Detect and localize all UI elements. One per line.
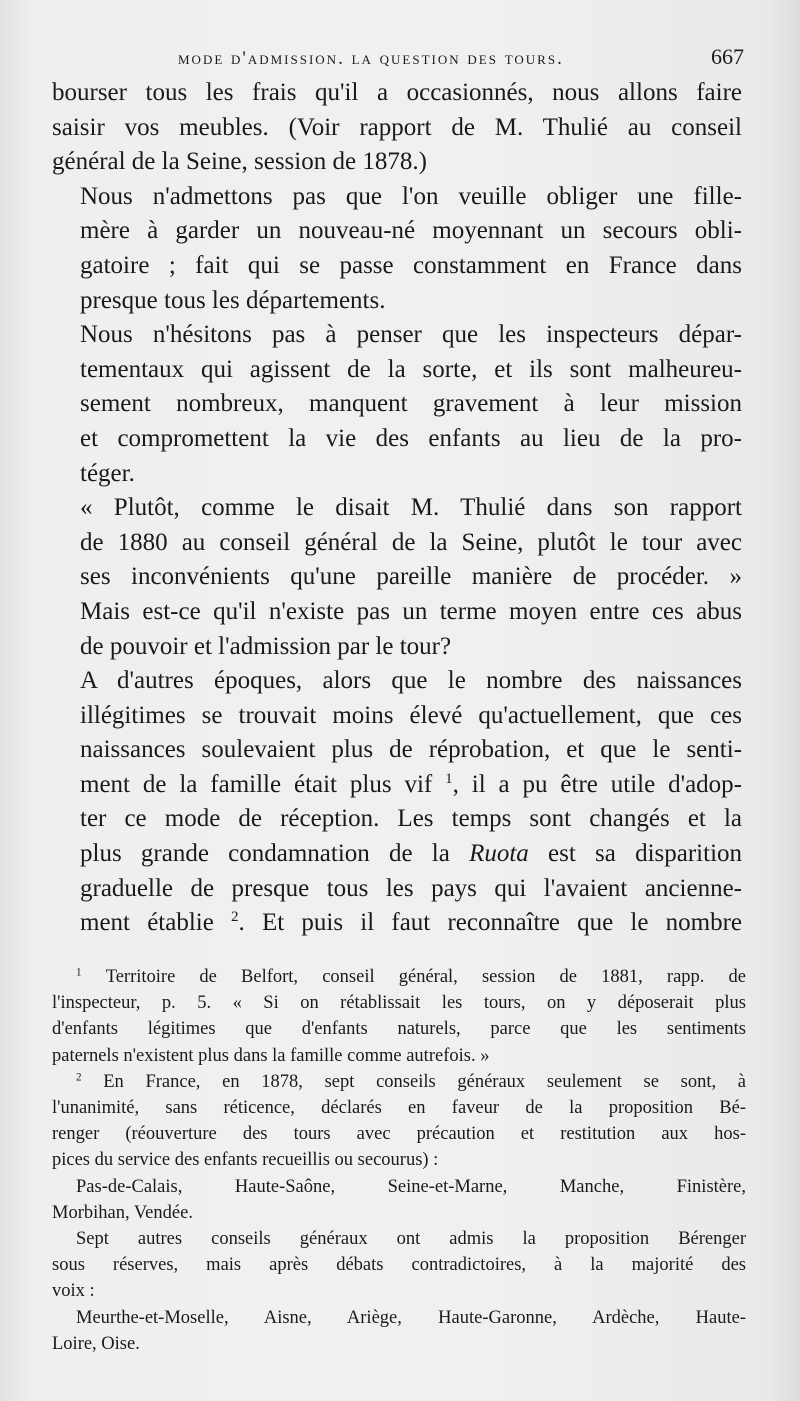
text-line: Nous n'hésitons pas à penser que les inspecteurs dépar- (80, 321, 742, 349)
text-line: général de la Seine, session de 1878.) (52, 148, 427, 176)
footnote-line: Meurthe-et-Moselle, Aisne, Ariège, Haute-Garonne, Ardèche, Haute- (76, 1307, 746, 1328)
text-segment: En France, en 1878, sept conseils généraux seulement se sont, à (103, 1071, 746, 1092)
text-line: gatoire ; fait qui se passe constamment en France dans (80, 251, 742, 279)
text-line: sement nombreux, manquent gravement à leur mission (80, 390, 742, 418)
footnote-line: Sept autres conseils généraux ont admis la proposition Bérenger (76, 1229, 746, 1250)
text-segment: Territoire de Belfort, conseil général, session de 1881, rapp. de (105, 967, 747, 987)
paragraph-3 (52, 318, 742, 491)
text-line: tementaux qui agissent de la sorte, et ils sont malheureu- (80, 355, 742, 383)
footnote-line: l'unanimité, sans réticence, déclarés en faveur de la proposition Bé- (52, 1098, 746, 1119)
text-line: « Plutôt, comme le disait M. Thulié dans son rapport (80, 494, 742, 522)
text-line: de 1880 au conseil général de la Seine, plutôt le tour avec (80, 528, 742, 556)
running-head: mode d'admission. la question des tours. (178, 48, 564, 69)
italic-term: Ruota (469, 840, 529, 868)
text-line: bourser tous les frais qu'il a occasionnés, nous allons faire (52, 79, 742, 106)
footnote-line: Pas-de-Calais, Haute-Saône, Seine-et-Marne, Manche, Finistère, (76, 1176, 746, 1197)
text-line: naissances soulevaient plus de réprobation, et que le senti- (80, 736, 742, 764)
footnote-line (52, 964, 746, 990)
text-segment: , il a pu être utile d'adop- (452, 770, 743, 798)
paragraph-4 (52, 491, 742, 664)
footnote-line: renger (réouverture des tours avec précaution et restitution aux hos- (52, 1124, 746, 1145)
footnote-line (52, 1069, 746, 1095)
footnotes (52, 964, 746, 1357)
text-line: téger. (80, 459, 135, 487)
text-line: illégitimes se trouvait moins élevé qu'actuellement, que ces (80, 701, 742, 729)
text-line: et compromettent la vie des enfants au lieu de la pro- (80, 424, 742, 452)
text-line: mère à garder un nouveau-né moyennant un secours obli- (80, 217, 742, 245)
text-segment: plus grande condamnation de la (80, 840, 450, 868)
text-line: graduelle de presque tous les pays qui l'avaient ancienne- (80, 874, 742, 902)
paragraph-2 (52, 180, 742, 318)
text-line: presque tous les départements. (80, 286, 386, 314)
paragraph-1 (52, 76, 742, 180)
text-segment: ment de la famille était plus vif (80, 770, 433, 798)
text-line: Mais est-ce qu'il n'existe pas un terme moyen entre ces abus (80, 597, 742, 625)
footnote-ref-1: 1 (445, 770, 453, 787)
footnote-mark: 1 (76, 966, 82, 979)
page-header (178, 44, 744, 74)
text-line: ter ce mode de réception. Les temps sont changés et la (80, 805, 742, 833)
footnote-line: sous réserves, mais après débats contradictoires, à la majorité des (52, 1255, 746, 1276)
text-line (52, 906, 742, 941)
text-line (52, 768, 742, 803)
text-line: de pouvoir et l'admission par le tour? (80, 632, 452, 660)
footnote-mark: 2 (76, 1071, 82, 1084)
text-segment: est sa disparition (548, 840, 743, 868)
footnote-ref-2: 2 (231, 909, 239, 926)
footnote-line: paternels n'existent plus dans la famille comme autrefois. » (52, 1045, 490, 1066)
footnote-line: l'inspecteur, p. 5. « Si on rétablissait les tours, on y déposerait plus (52, 993, 746, 1014)
text-line: saisir vos meubles. (Voir rapport de M. Thulié au conseil (52, 113, 742, 141)
text-segment: . Et puis il faut reconnaître que le nombre (238, 909, 742, 937)
text-line: ses inconvénients qu'une pareille manière de procéder. » (80, 563, 742, 591)
paragraph-5 (52, 664, 742, 941)
footnote-line: d'enfants légitimes que d'enfants naturels, parce que les sentiments (52, 1019, 746, 1040)
footnote-line: pices du service des enfants recueillis ou secourus) : (52, 1150, 439, 1171)
text-line: Nous n'admettons pas que l'on veuille obliger une fille- (80, 182, 742, 210)
footnote-line: Morbihan, Vendée. (52, 1202, 193, 1223)
footnote-1 (52, 964, 746, 1069)
main-text (52, 76, 742, 941)
text-line (52, 837, 742, 872)
footnote-line: voix : (52, 1281, 95, 1302)
page-number: 667 (711, 44, 744, 69)
text-line: A d'autres époques, alors que le nombre des naissances (80, 667, 742, 695)
footnote-2 (52, 1069, 746, 1357)
footnote-line: Loire, Oise. (52, 1333, 140, 1354)
text-segment: ment établie (80, 909, 214, 937)
